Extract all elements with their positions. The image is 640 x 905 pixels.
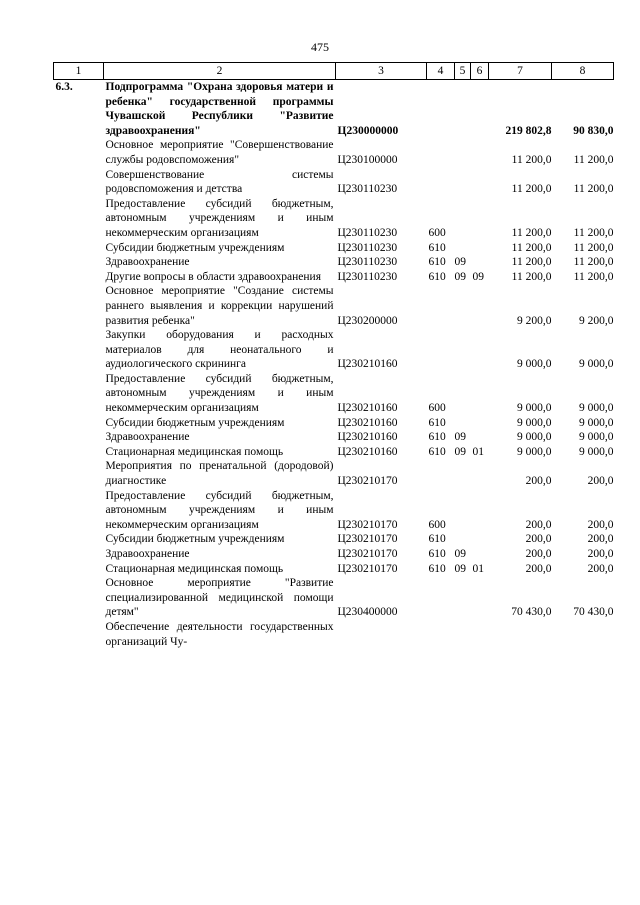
row-name: Предоставление субсидий бюджетным, автономным учреждениям и иным некоммерческим организациям: [105, 489, 334, 531]
section-code: 09: [454, 270, 466, 283]
row-name: Субсидии бюджетным учреждениям: [105, 241, 285, 254]
table-row: [54, 459, 614, 488]
target-code: Ц230100000: [337, 153, 398, 166]
table-row: [54, 241, 614, 256]
section-code: [455, 532, 471, 547]
section-code: [455, 372, 471, 416]
expense-type: 610: [428, 416, 446, 429]
target-code: Ц230110230: [337, 226, 398, 239]
expense-type: [427, 284, 455, 328]
amount-col-8: 90 830,0: [573, 124, 614, 137]
row-name: Совершенствование системы родовспоможения и детства: [105, 168, 334, 196]
amount-col-8: 11 200,0: [573, 226, 614, 239]
amount-col-7: 11 200,0: [511, 153, 552, 166]
amount-col-7: [489, 620, 552, 649]
expense-type: 610: [428, 562, 446, 575]
subsection-code: [471, 547, 489, 562]
subsection-code: [471, 532, 489, 547]
row-name: Стационарная медицинская помощь: [105, 562, 284, 575]
subsection-code: [471, 459, 489, 488]
expense-type: [427, 328, 455, 372]
amount-col-8: 11 200,0: [573, 270, 614, 283]
subsection-code: [471, 80, 489, 139]
subsection-code: [471, 197, 489, 241]
expense-type: 610: [428, 431, 446, 444]
amount-col-8: 9 000,0: [579, 402, 614, 415]
row-name: Субсидии бюджетным учреждениям: [105, 416, 285, 429]
expense-type: [427, 138, 455, 167]
section-code: [455, 328, 471, 372]
amount-col-8: 9 000,0: [579, 358, 614, 371]
target-code: [336, 620, 427, 649]
row-number: [54, 416, 104, 431]
section-code: [455, 138, 471, 167]
table-row: [54, 138, 614, 167]
row-number: [54, 284, 104, 328]
amount-col-7: 9 200,0: [517, 314, 552, 327]
amount-col-7: 200,0: [525, 518, 552, 531]
subsection-code: [471, 576, 489, 620]
target-code: Ц230210170: [337, 562, 398, 575]
subsection-code: [471, 138, 489, 167]
row-number: [54, 576, 104, 620]
expense-type: [427, 459, 455, 488]
row-name: Предоставление субсидий бюджетным, автономным учреждениям и иным некоммерческим организациям: [105, 372, 334, 415]
row-number: 6.3.: [55, 81, 73, 93]
table-row: [54, 620, 614, 649]
amount-col-7: 9 000,0: [517, 358, 552, 371]
amount-col-7: 11 200,0: [511, 226, 552, 239]
subsection-code: 09: [472, 270, 484, 283]
target-code: Ц230110230: [337, 241, 398, 254]
target-code: Ц230210160: [337, 358, 398, 371]
column-header: 5: [455, 63, 471, 80]
subsection-code: [471, 430, 489, 445]
table-row: [54, 328, 614, 372]
row-number: [54, 328, 104, 372]
target-code: Ц230210160: [337, 402, 398, 415]
table-row: [54, 197, 614, 241]
row-name: Субсидии бюджетным учреждениям: [105, 533, 285, 546]
column-header: 4: [427, 63, 455, 80]
column-header: 2: [104, 63, 336, 80]
table-row: [54, 168, 614, 197]
amount-col-8: 200,0: [587, 562, 614, 575]
table-row: [54, 80, 614, 139]
budget-table: [53, 62, 614, 649]
expense-type: 610: [428, 533, 446, 546]
table-row: [54, 255, 614, 270]
row-number: [54, 547, 104, 562]
amount-col-8: 11 200,0: [573, 241, 614, 254]
row-number: [54, 489, 104, 533]
table-body: [54, 80, 614, 650]
section-code: [455, 241, 471, 256]
column-header: 1: [54, 63, 104, 80]
target-code: Ц230210170: [337, 518, 398, 531]
column-header: 7: [489, 63, 552, 80]
row-name: Обеспечение деятельности государственных организаций Чу-: [105, 620, 334, 648]
row-name: Основное мероприятие "Создание системы раннего выявления и коррекции нарушений развития ребенка": [105, 285, 334, 327]
amount-col-7: 9 000,0: [517, 445, 552, 458]
section-code: 09: [454, 548, 466, 560]
amount-col-7: 11 200,0: [511, 256, 552, 269]
row-number: [54, 270, 104, 285]
row-number: [54, 620, 104, 649]
page-number: 475: [311, 40, 329, 54]
row-number: [54, 532, 104, 547]
subsection-code: [471, 168, 489, 197]
expense-type: [427, 620, 455, 649]
section-code: 09: [454, 431, 466, 444]
amount-col-8: 9 000,0: [579, 445, 614, 458]
amount-col-8: 9 000,0: [579, 431, 614, 444]
amount-col-7: 9 000,0: [517, 416, 552, 429]
row-name: Подпрограмма "Охрана здоровья матери и ребенка" государственной программы Чувашской Республики "Развитие здравоохранения": [105, 81, 334, 137]
target-code: Ц230110230: [337, 270, 398, 283]
subsection-code: [471, 489, 489, 533]
target-code: Ц230110230: [337, 256, 398, 269]
amount-col-7: 11 200,0: [511, 241, 552, 254]
amount-col-8: 200,0: [587, 475, 614, 488]
section-code: [455, 576, 471, 620]
row-number: [54, 241, 104, 256]
row-number: [54, 430, 104, 445]
subsection-code: 01: [472, 445, 484, 458]
amount-col-7: 200,0: [525, 533, 552, 546]
column-header: 8: [552, 63, 614, 80]
row-name: Закупки оборудования и расходных материалов для неонатального и аудиологического скрининга: [105, 329, 334, 371]
row-name: Предоставление субсидий бюджетным, автономным учреждениям и иным некоммерческим организациям: [105, 197, 334, 239]
section-code: [455, 459, 471, 488]
expense-type: [427, 80, 455, 139]
target-code: Ц230200000: [337, 314, 398, 327]
amount-col-7: 200,0: [525, 562, 552, 575]
expense-type: [427, 576, 455, 620]
row-number: [54, 138, 104, 167]
section-code: [455, 620, 471, 649]
amount-col-8: 11 200,0: [573, 153, 614, 166]
row-name: Другие вопросы в области здравоохранения: [105, 270, 321, 283]
section-code: 09: [454, 256, 466, 269]
table-row: [54, 430, 614, 445]
amount-col-7: 200,0: [525, 475, 552, 488]
subsection-code: [471, 620, 489, 649]
section-code: [455, 489, 471, 533]
amount-col-7: 200,0: [525, 548, 552, 560]
row-name: Здравоохранение: [105, 256, 190, 269]
row-name: Основное мероприятие "Развитие специализированной медицинской помощи детям": [105, 577, 334, 619]
table-row: [54, 576, 614, 620]
target-code: Ц230210160: [337, 431, 398, 444]
amount-col-8: 11 200,0: [573, 256, 614, 269]
target-code: Ц230210170: [337, 475, 398, 488]
subsection-code: [471, 416, 489, 431]
table-row: [54, 270, 614, 285]
target-code: Ц230210160: [337, 416, 398, 429]
table-row: [54, 416, 614, 431]
subsection-code: 01: [472, 562, 484, 575]
row-name: Мероприятия по пренатальной (дородовой) диагностике: [105, 460, 334, 488]
section-code: [455, 197, 471, 241]
row-number: [54, 562, 104, 577]
amount-col-7: 9 000,0: [517, 402, 552, 415]
amount-col-7: 219 802,8: [505, 124, 552, 137]
amount-col-7: 70 430,0: [511, 606, 552, 619]
expense-type: 600: [428, 518, 446, 531]
table-row: [54, 562, 614, 577]
expense-type: 610: [428, 445, 446, 458]
section-code: [455, 168, 471, 197]
section-code: 09: [454, 445, 466, 458]
subsection-code: [471, 255, 489, 270]
expense-type: [427, 168, 455, 197]
section-code: [455, 416, 471, 431]
column-header: 3: [336, 63, 427, 80]
section-code: 09: [454, 562, 466, 575]
row-number: [54, 459, 104, 488]
table-row: [54, 372, 614, 416]
row-number: [54, 168, 104, 197]
target-code: Ц230210160: [337, 445, 398, 458]
row-number: [54, 372, 104, 416]
column-header: 6: [471, 63, 489, 80]
row-number: [54, 445, 104, 460]
row-name: Стационарная медицинская помощь: [105, 445, 284, 458]
amount-col-8: 11 200,0: [573, 183, 614, 196]
table-row: [54, 547, 614, 562]
subsection-code: [471, 241, 489, 256]
target-code: Ц230400000: [337, 606, 398, 619]
amount-col-8: 200,0: [587, 533, 614, 546]
row-name: Здравоохранение: [105, 431, 190, 444]
subsection-code: [471, 328, 489, 372]
expense-type: 610: [428, 270, 446, 283]
expense-type: 600: [428, 402, 446, 415]
row-number: [54, 255, 104, 270]
amount-col-8: 200,0: [587, 548, 614, 560]
section-code: [455, 284, 471, 328]
amount-col-7: 11 200,0: [511, 183, 552, 196]
amount-col-8: 9 200,0: [579, 314, 614, 327]
target-code: Ц230210170: [337, 548, 398, 560]
subsection-code: [471, 284, 489, 328]
subsection-code: [471, 372, 489, 416]
target-code: Ц230210170: [337, 533, 398, 546]
expense-type: 610: [428, 548, 446, 560]
target-code: Ц230110230: [337, 183, 398, 196]
row-name: Здравоохранение: [105, 548, 190, 560]
expense-type: 600: [428, 226, 446, 239]
row-number: [54, 197, 104, 241]
expense-type: 610: [428, 256, 446, 269]
amount-col-8: 200,0: [587, 518, 614, 531]
table-row: [54, 489, 614, 533]
amount-col-7: 9 000,0: [517, 431, 552, 444]
amount-col-8: 70 430,0: [573, 606, 614, 619]
amount-col-8: 9 000,0: [579, 416, 614, 429]
table-row: [54, 284, 614, 328]
row-name: Основное мероприятие "Совершенствование службы родовспоможения": [105, 139, 334, 166]
section-code: [455, 80, 471, 139]
table-header-row: [54, 63, 614, 80]
amount-col-8: [552, 620, 614, 649]
expense-type: 610: [428, 241, 446, 254]
table-row: [54, 532, 614, 547]
target-code: Ц230000000: [337, 124, 399, 137]
table-row: [54, 445, 614, 460]
amount-col-7: 11 200,0: [511, 270, 552, 283]
